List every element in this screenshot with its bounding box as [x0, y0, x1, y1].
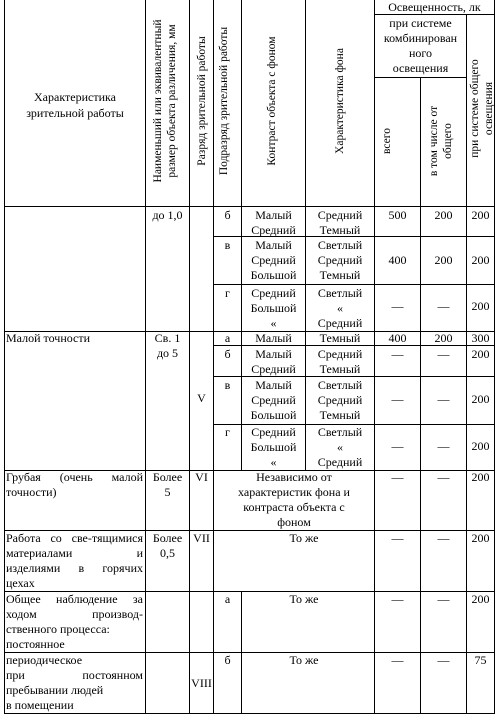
- header-general-system: при системе общего освещения: [469, 59, 495, 158]
- cell-general: 200: [471, 347, 490, 361]
- header-total: всего: [381, 128, 393, 154]
- cell-general: 200: [471, 392, 490, 406]
- cell-general: 300: [471, 331, 490, 345]
- cell-from-general: —: [437, 531, 450, 545]
- cell-work-name: Грубая (очень малой точности): [6, 470, 143, 499]
- cell-contrast: Средний Большой «: [250, 425, 297, 469]
- cell-from-general: 200: [434, 208, 453, 222]
- cell-general: 200: [471, 531, 490, 545]
- cell-from-general: —: [437, 392, 450, 406]
- cell-size: Более 0,5: [152, 531, 183, 560]
- header-min-size: Наименьший или эквивалентный размер объекта различения, мм: [152, 19, 178, 183]
- cell-total: —: [391, 592, 404, 606]
- cell-total: —: [391, 439, 404, 453]
- header-characteristic: Характеристика зрительной работы: [26, 90, 124, 120]
- cell-subcategory: г: [225, 286, 230, 300]
- cell-from-general: —: [437, 592, 450, 606]
- cell-merged-note: То же: [289, 653, 319, 667]
- cell-background: Средний Темный: [317, 347, 363, 376]
- cell-category: VIII: [191, 676, 212, 690]
- cell-total: 500: [388, 208, 407, 222]
- cell-contrast: Малый Средний Большой: [250, 378, 297, 422]
- cell-subcategory: б: [224, 653, 231, 667]
- cell-contrast: Малый Средний Большой: [250, 238, 297, 282]
- header-subcategory: Подразряд зрительной работы: [218, 26, 230, 176]
- cell-subcategory: а: [224, 331, 231, 345]
- cell-from-general: 200: [434, 253, 453, 267]
- cell-subcategory: а: [224, 592, 231, 606]
- cell-background: Светлый Средний Темный: [317, 238, 363, 282]
- cell-general: 200: [471, 299, 490, 313]
- cell-general: 200: [471, 592, 490, 606]
- header-combined-system: при системе комбинирован ного освещения: [383, 16, 458, 75]
- cell-general: 75: [474, 653, 487, 667]
- cell-general: 200: [471, 439, 490, 453]
- cell-general: 200: [471, 253, 490, 267]
- cell-total: —: [391, 653, 404, 667]
- cell-from-general: —: [437, 347, 450, 361]
- cell-from-general: —: [437, 653, 450, 667]
- cell-background: Средний Темный: [317, 208, 363, 237]
- cell-total: 400: [388, 253, 407, 267]
- cell-total: —: [391, 299, 404, 313]
- cell-general: 200: [471, 208, 490, 222]
- cell-total: —: [391, 347, 404, 361]
- cell-work-name: Работа со све-тящимися материалами и изделиями в горячих цехах: [6, 531, 143, 590]
- header-contrast: Контраст объекта с фоном: [266, 36, 278, 166]
- header-of-general: в том числе от общего: [428, 105, 454, 177]
- cell-contrast: Малый Средний: [251, 347, 296, 376]
- cell-general: 200: [471, 470, 490, 484]
- header-illumination: Освещенность, лк: [388, 0, 481, 14]
- cell-merged-note: То же: [289, 531, 319, 545]
- cell-total: —: [391, 392, 404, 406]
- cell-contrast: Малый: [255, 331, 292, 345]
- cell-merged-note: Независимо от характеристик фона и контраста объекта с фоном: [238, 470, 350, 529]
- cell-contrast: Средний Большой «: [250, 286, 297, 330]
- cell-subcategory: б: [224, 208, 231, 222]
- header-background: Характеристика фона: [334, 48, 346, 154]
- cell-category: V: [197, 391, 206, 405]
- cell-total: —: [391, 470, 404, 484]
- cell-subcategory: в: [224, 378, 231, 392]
- cell-category: VI: [195, 470, 208, 484]
- cell-contrast: Малый Средний: [251, 208, 296, 237]
- cell-merged-note: То же: [289, 592, 319, 606]
- cell-work-name: периодическое при постоянном пребывании людей в помещении: [6, 653, 143, 712]
- cell-background: Светлый « Средний: [317, 286, 363, 330]
- cell-size: Св. 1 до 5: [154, 331, 181, 360]
- cell-from-general: —: [437, 299, 450, 313]
- cell-category: VII: [193, 531, 210, 545]
- cell-from-general: 200: [434, 331, 453, 345]
- cell-size: до 1,0: [152, 208, 183, 222]
- cell-background: Светлый « Средний: [317, 425, 363, 469]
- cell-background: Светлый Средний Темный: [317, 378, 363, 422]
- cell-subcategory: г: [225, 425, 230, 439]
- cell-work-name: Малой точности: [6, 331, 91, 345]
- cell-from-general: —: [437, 470, 450, 484]
- cell-work-name: Общее наблюдение за ходом производ- ственного процесса: постоянное: [6, 592, 143, 651]
- cell-from-general: —: [437, 439, 450, 453]
- cell-subcategory: б: [224, 347, 231, 361]
- cell-total: —: [391, 531, 404, 545]
- cell-background: Темный: [319, 331, 361, 345]
- cell-subcategory: в: [224, 238, 231, 252]
- cell-size: Более 5: [152, 470, 183, 499]
- cell-total: 400: [388, 331, 407, 345]
- header-category: Разряд зрительной работы: [196, 36, 208, 166]
